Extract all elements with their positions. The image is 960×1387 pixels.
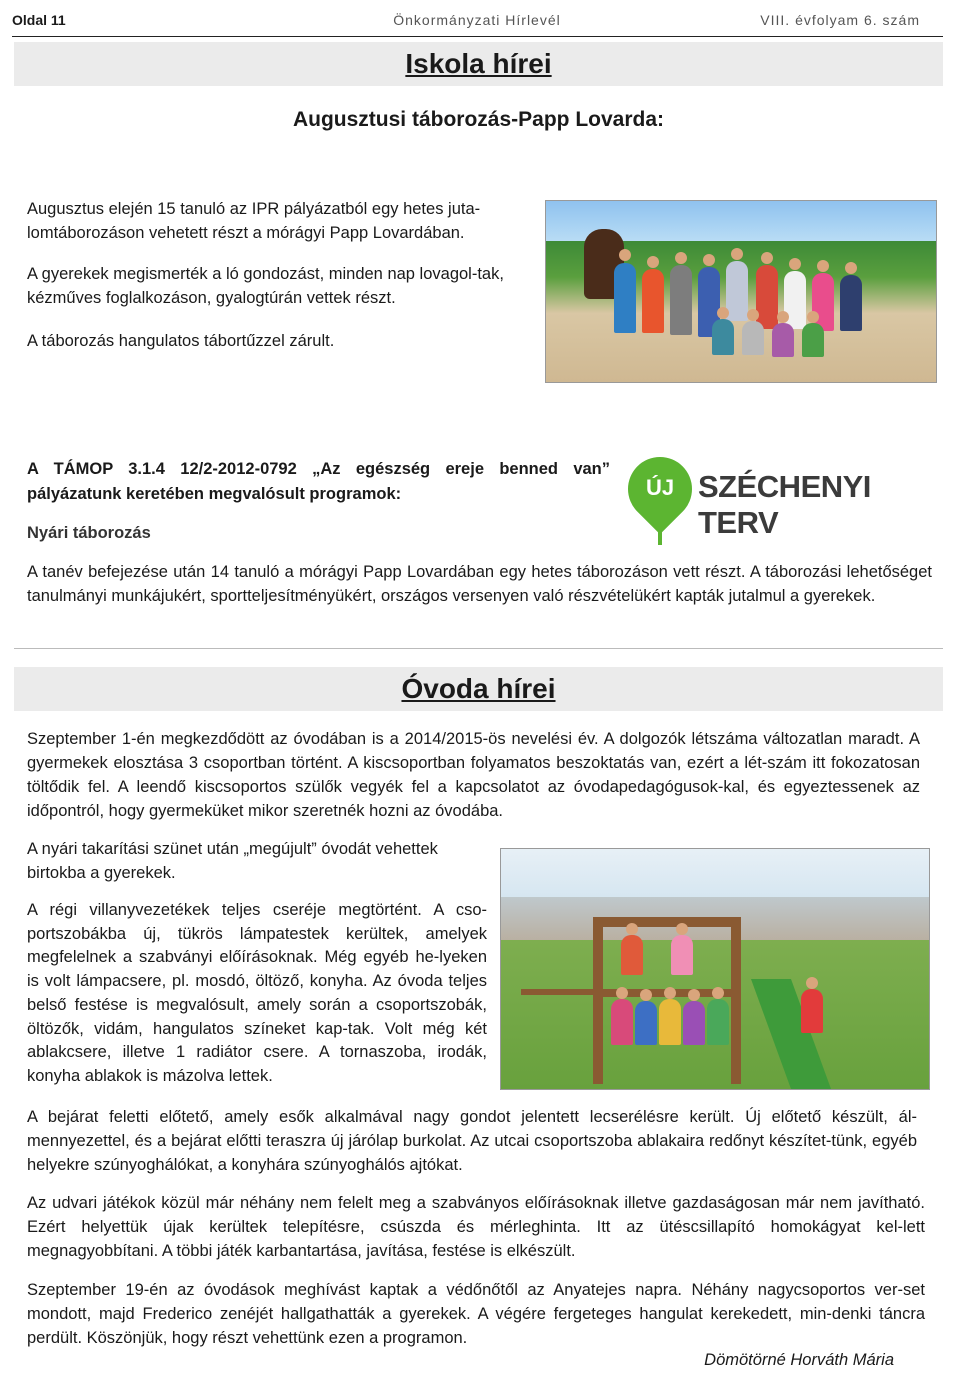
author-signature: Dömötörné Horváth Mária	[704, 1351, 894, 1369]
kindergarten-paragraph-6: Szeptember 19-én az óvodások meghívást kaptak a védőnőtől az Anyatejes napra. Néhány nagycsoportos ver-set mondott, majd Frederico zenéjét hallgathatták a gyerekek. A végére fergeteges hangulat kerekedett, min-denki táncra perdült. Köszönjük, hogy részt vehettünk ezen a programon.	[27, 1281, 925, 1347]
camp-paragraph-2: A gyerekek megismerték a ló gondozást, minden nap lovagol-tak, kézműves foglalkozáson, gyalogtúrán vettek részt.	[27, 265, 504, 307]
camp-title: Augusztusi táborozás-Papp Lovarda:	[292, 108, 665, 131]
section-divider	[14, 648, 943, 649]
page-number: Oldal 11	[12, 12, 66, 28]
camp-paragraph-3: A táborozás hangulatos tábortűzzel zárult.	[27, 332, 335, 350]
kindergarten-section-banner	[14, 667, 943, 711]
issue-label: VIII. évfolyam 6. szám	[760, 12, 920, 28]
camp-paragraph-1: Augusztus elején 15 tanuló az IPR pályázatból egy hetes juta-lomtáborozáson vehetett részt a mórágyi Papp Lovardában.	[27, 200, 481, 242]
publication-title: Önkormányzati Hírlevél	[393, 12, 561, 28]
summer-camp-text: A tanév befejezése után 14 tanuló a mórágyi Papp Lovardában egy hetes táborozáson vett részt. A táborozási lehetőséget tanulmányi munkájukért, sportteljesítményükért, országos versenyen való részvételükért kapták jutalmul a gyerekek.	[27, 563, 932, 605]
tamop-heading: A TÁMOP 3.1.4 12/2-2012-0792 „Az egészség ereje benned van” pályázatunk keretében megvalósult programok:	[27, 460, 610, 503]
horse-camp-photo	[545, 200, 937, 383]
kindergarten-playground-photo	[500, 848, 930, 1090]
kindergarten-paragraph-3: A régi villanyvezetékek teljes cseréje megtörtént. A cso-portszobákba új, tükrös lámpatestek kerültek, amelyek megfelelnek a szabványi előírásoknak. Még egyéb he-lyeken is volt lámpacsere, pl. mosdó, öltöző, konyha. Az óvoda teljes belső festése is megvalósult, amely során a csoportszobák, öltözők, vidám, hangulatos színeket kap-tak. Volt még két ablakcsere, illetve 1 radiátor csere. A tornaszoba, irodák, konyha ablakok is mázolva lettek.	[27, 901, 487, 1085]
page-header	[12, 12, 942, 30]
kindergarten-paragraph-1: Szeptember 1-én megkezdődött az óvodában is a 2014/2015-ös nevelési év. A dolgozók létszáma változatlan maradt. A gyermekek elosztása 3 csoportban történt. A kiscsoportban folyamatos beszoktatás van, ezért a lét-szám itt fokozatosan töltődik fel. A leendő kiscsoportos szülők vegyék fel a kapcsolatot az óvodapedagógusok-kal, és egyeztessenek az időpontról, hogy gyermeküket mikor szeretnék hozni az óvodába.	[27, 730, 920, 820]
kindergarten-section-title: Óvoda hírei	[401, 673, 556, 704]
kindergarten-paragraph-2: A nyári takarítási szünet után „megújult” óvodát vehettek birtokba a gyerekek.	[27, 840, 438, 882]
school-section-title: Iskola hírei	[405, 48, 552, 79]
school-section-banner	[14, 42, 943, 86]
logo-wordmark: SZÉCHENYI TERV	[698, 469, 871, 540]
logo-pin-label: ÚJ	[645, 475, 675, 500]
summer-camp-heading: Nyári táborozás	[27, 524, 151, 542]
szechenyi-terv-logo	[628, 455, 928, 550]
kindergarten-paragraph-5: Az udvari játékok közül már néhány nem felelt meg a szabványos előírásoknak illetve gazdaságosan már nem javítható. Ezért helyettük újak kerültek telepítésre, csúszda és mérleghinta. Itt az ütéscsillapító homokágyat kel-lett megnagyobbítani. A többi játék karbantartása, javítása, festése is elkészült.	[27, 1194, 925, 1260]
kindergarten-paragraph-4: A bejárat feletti előtető, amely esők alkalmával nagy gondot jelentett lecserélésre került. Új előtető készült, ál-mennyezettel, és a bejárat előtti teraszra új járólap burkolat. Az utcai csoportszoba ablakaira redőnyt készítet-tünk, egyéb helyekre szúnyoghálókat, a konyhára szúnyoghálós ajtókat.	[27, 1108, 917, 1174]
header-divider	[12, 36, 943, 37]
